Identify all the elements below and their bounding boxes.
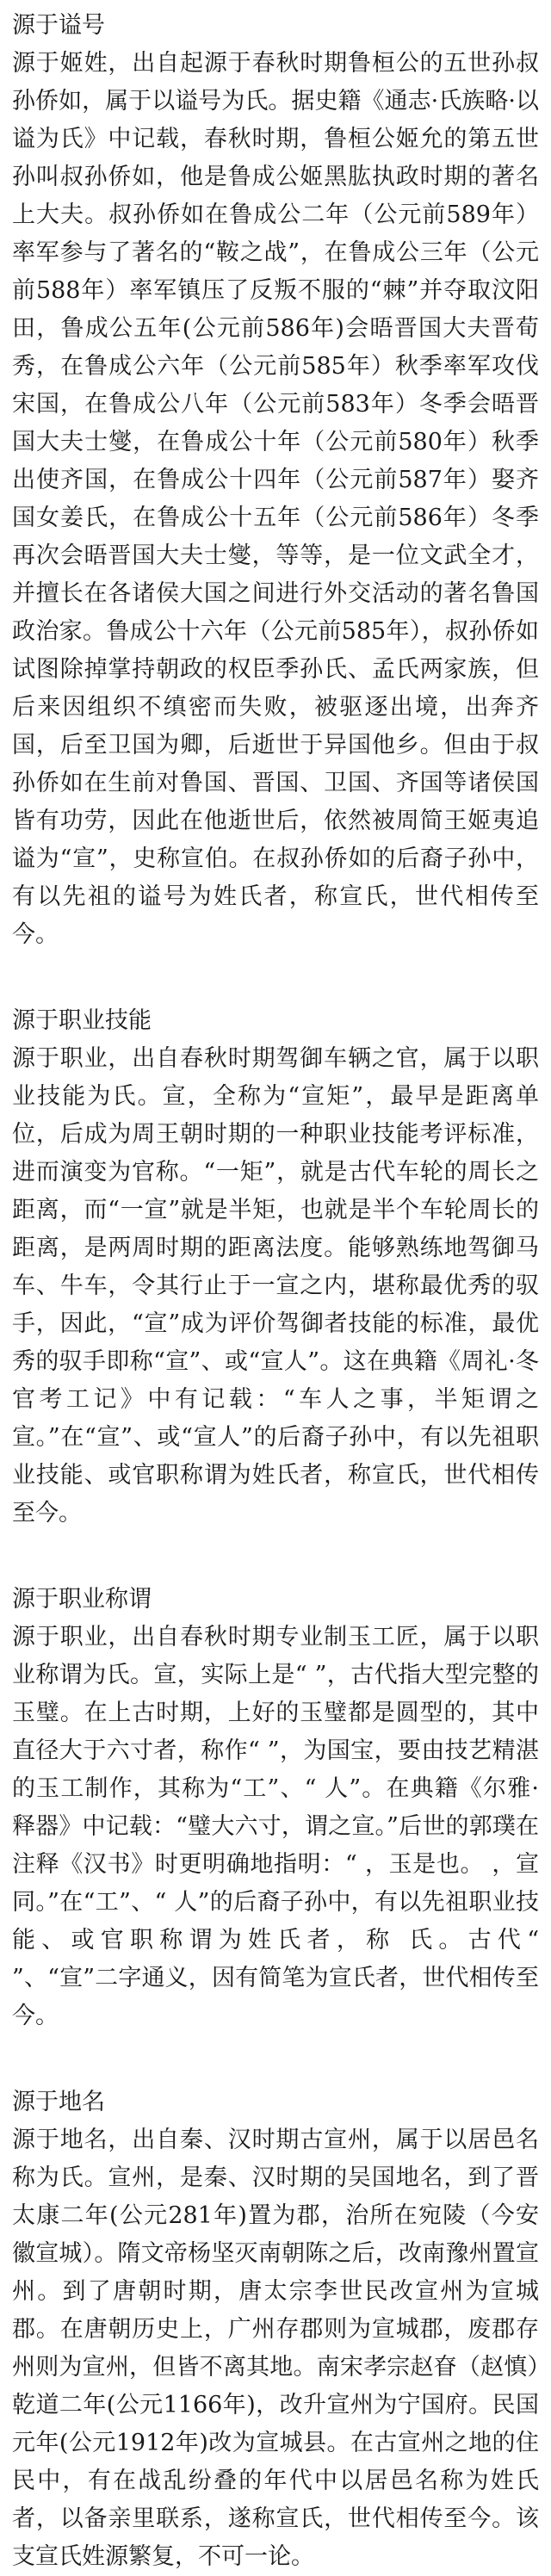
section-title: 源于职业技能 [12,1007,152,1034]
section-body: 源于职业，出自春秋时期专业制玉工匠，属于以职业称谓为氏。宣，实际上是“ ”，古代指大型完整的玉璧。在上古时期，上好的玉璧都是圆型的，其中直径大于六寸者，称作“ ”，为国宝，要由技艺精湛的玉工制作，其称为“工”、“ 人”。在典籍《尔雅·释器》中记载：“璧大六寸，谓之宣。”后世的郭璞在注释《汉书》时更明确地指明：“ ，玉是也。 ，宣同。”在“工”、“ 人”的后裔子孙中，有以先祖职业技能、或官职称谓为姓氏者，称 氏。古代“ ”、“宣”二字通义，因有简笔为宣氏者，世代相传至今。 [12,1624,539,2029]
section-title: 源于地名 [12,2089,105,2115]
section-posthumous-title [12,7,539,954]
section-occupational-skill [12,1002,539,1533]
section-title: 源于谥号 [12,12,105,39]
section-body: 源于姬姓，出自起源于春秋时期鲁桓公的五世孙叔孙侨如，属于以谥号为氏。据史籍《通志·氏族略·以谥为氏》中记载，春秋时期，鲁桓公姬允的第五世孙叫叔孙侨如，他是鲁成公姬黑肱执政时期的著名上大夫。叔孙侨如在鲁成公二年（公元前589年）率军参与了著名的“鞍之战”，在鲁成公三年（公元前588年）率军镇压了反叛不服的“棘”并夺取汶阳田，鲁成公五年(公元前586年)会晤晋国大夫晋荀秀，在鲁成公六年（公元前585年）秋季率军攻伐宋国，在鲁成公八年（公元前583年）冬季会晤晋国大夫士燮，在鲁成公十年（公元前580年）秋季出使齐国，在鲁成公十四年（公元前587年）娶齐国女姜氏，在鲁成公十五年（公元前586年）冬季再次会晤晋国大夫士燮，等等，是一位文武全才，并擅长在各诸侯大国之间进行外交活动的著名鲁国政治家。鲁成公十六年（公元前585年），叔孙侨如试图除掉掌持朝政的权臣季孙氏、孟氏两家族，但后来因组织不缜密而失败，被驱逐出境，出奔齐国，后至卫国为卿，后逝世于异国他乡。但由于叔孙侨如在生前对鲁国、晋国、卫国、齐国等诸侯国皆有功劳，因此在他逝世后，依然被周简王姬夷追谥为“宣”，史称宣伯。在叔孙侨如的后裔子孙中，有以先祖的谥号为姓氏者，称宣氏，世代相传至今。 [12,50,539,948]
section-body: 源于地名，出自秦、汉时期古宣州，属于以居邑名称为氏。宣州，是秦、汉时期的吴国地名，到了晋太康二年(公元281年)置为郡，治所在宛陵（今安徽宣城）。隋文帝杨坚灭南朝陈之后，改南豫州置宣州。到了唐朝时期，唐太宗李世民改宣州为宣城郡。在唐朝历史上，广州存郡则为宣城郡，废郡存州则为宣州，但皆不离其地。南宋孝宗赵眘（赵慎）乾道二年(公元1166年)，改升宣州为宁国府。民国元年(公元1912年)改为宣城县。在古宣州之地的住民中，有在战乱纷叠的年代中以居邑名称为姓氏者，以备亲里联系，遂称宣氏，世代相传至今。该支宣氏姓源繁复，不可一论。 [12,2127,539,2570]
section-place-name [12,2084,539,2576]
section-body: 源于职业，出自春秋时期驾御车辆之官，属于以职业技能为氏。宣，全称为“宣矩”，最早是距离单位，后成为周王朝时期的一种职业技能考评标准，进而演变为官称。“一矩”，就是古代车轮的周长之距离，而“一宣”就是半矩，也就是半个车轮周长的距离，是两周时期的距离法度。能够熟练地驾御马车、牛车，令其行止于一宣之内，堪称最优秀的驭手，因此，“宣”成为评价驾御者技能的标准，最优秀的驭手即称“宣”、或“宣人”。这在典籍《周礼·冬官考工记》中有记载：“车人之事，半矩谓之宣。”在“宣”、或“宣人”的后裔子孙中，有以先祖职业技能、或官职称谓为姓氏者，称宣氏，世代相传至今。 [12,1045,539,1526]
section-occupational-title [12,1581,539,2035]
section-title: 源于职业称谓 [12,1586,152,1613]
